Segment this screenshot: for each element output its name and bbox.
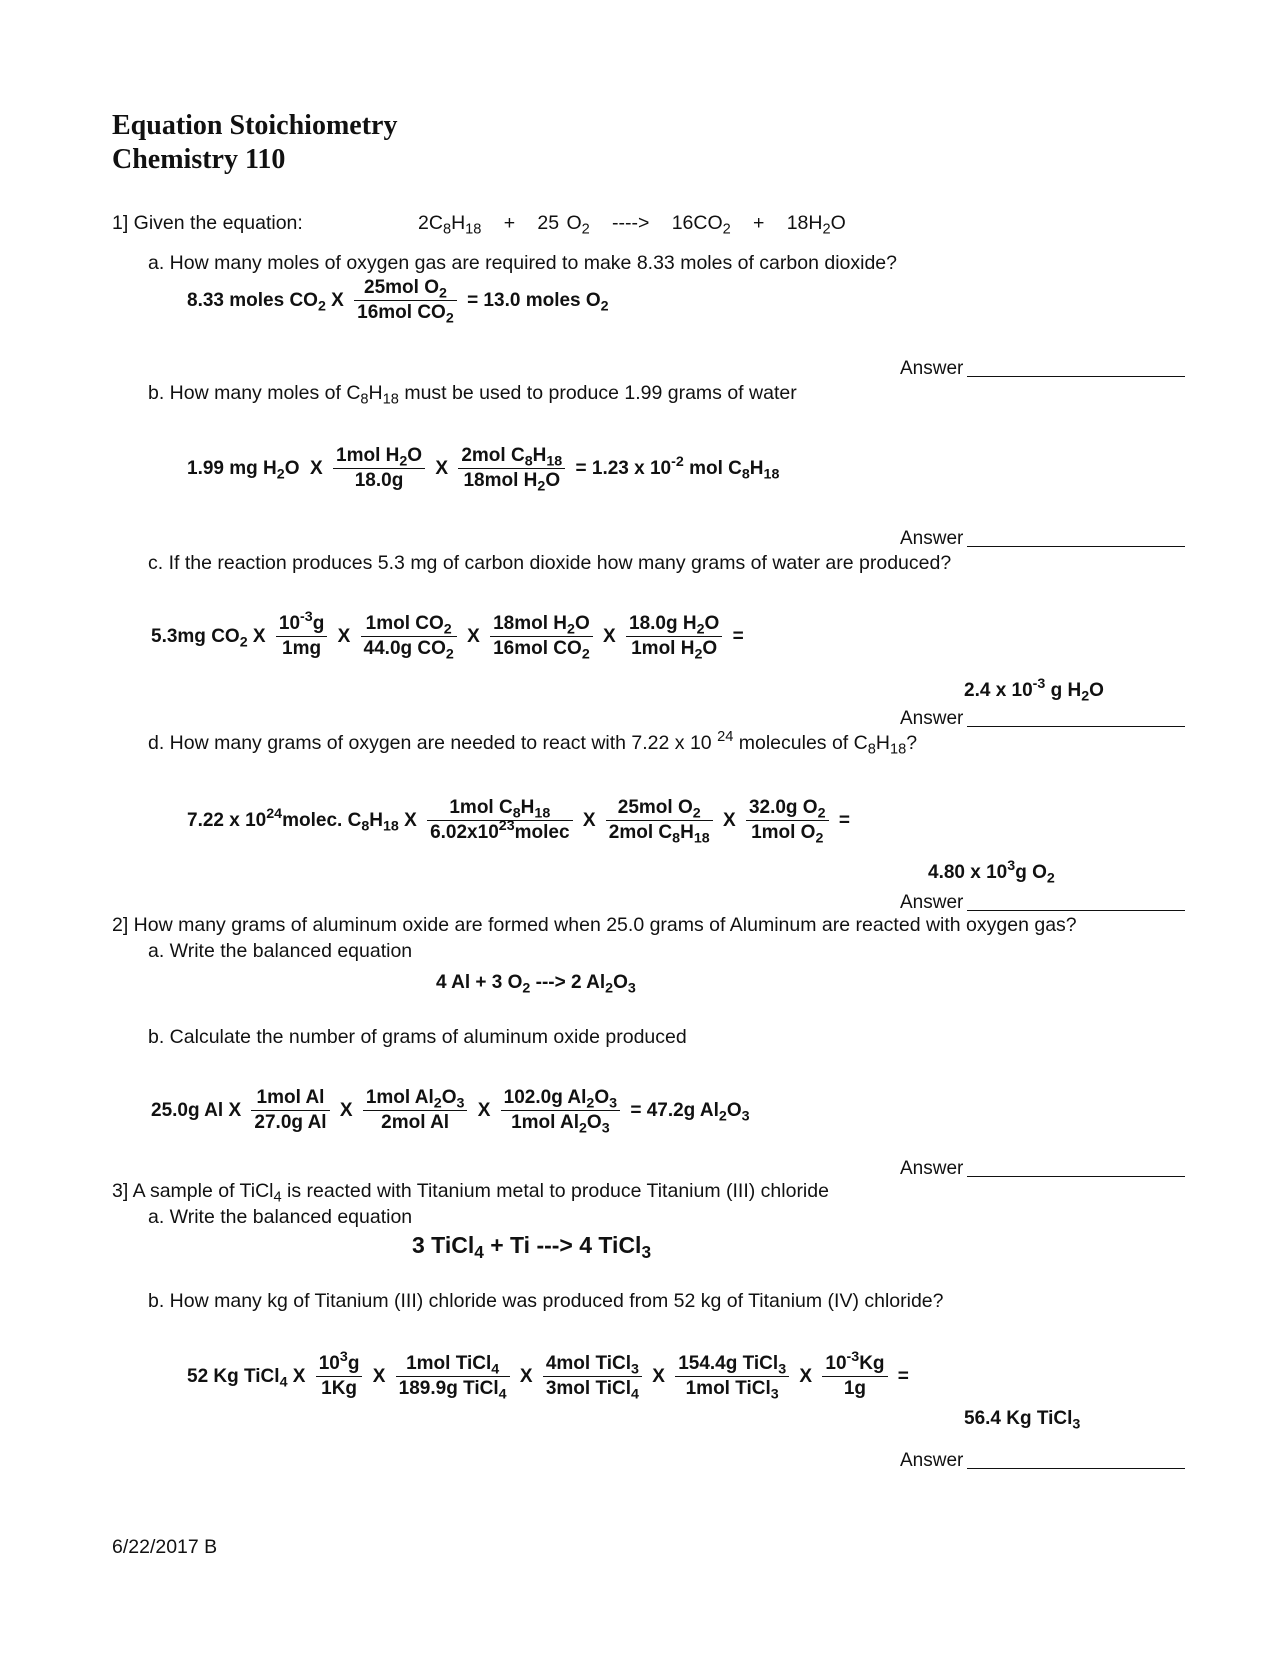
q2a-equation: 4 Al + 3 $O_2$ ---> 2 $Al_2O_3$ [436,972,636,997]
q3-prompt: 3] A sample of TiCl$_4$ is reacted with Titanium metal to produce Titanium (III) chloride [112,1180,829,1206]
answer-blank[interactable] [967,1450,1185,1469]
q1c-calculation: 5.3mg $CO_2$ X $\frac{10^{-3}g}{1mg}$ X $\frac{1mol CO_2}{44.0g CO_2}$ X $\frac{18mol H_2O}{16mol CO_2}$ X $\frac{18.0g H_2O}{1mol H_2O}$ = [151,609,744,663]
q3a-question: a. Write the balanced equation [148,1206,413,1228]
q2b-question: b. Calculate the number of grams of aluminum oxide produced [148,1026,687,1048]
q3b-answer: Answer [900,1450,1185,1472]
q1b-question: b. How many moles of $C_8H_{18}$ must be used to produce 1.99 grams of water [148,382,797,408]
q3b-calculation: 52 Kg TiCl$_4$ X $\frac{10^3g}{1Kg}$ X $\frac{1mol TiCl_4}{189.9g TiCl_4}$ X $\frac{4mol TiCl_3}{3mol TiCl_4}$ X $\frac{154.4g TiCl_3}{1mol TiCl_3}$ X $\frac{10^{-3}Kg}{1g}$ = [187,1349,909,1403]
q1c-answer: Answer [900,708,1185,730]
q1c-question: c. If the reaction produces 5.3 mg of carbon dioxide how many grams of water are produced? [148,552,952,574]
answer-blank[interactable] [967,708,1185,727]
answer-blank[interactable] [967,892,1185,911]
footer-date: 6/22/2017 B [112,1536,218,1558]
q1-prompt: 1] Given the equation: [112,212,303,234]
q3b-result: 56.4 Kg TiCl$_3$ [964,1408,1081,1433]
q1d-calculation: 7.22 x $10^{24}molec$. $C_8H_{18}$ X $\frac{1mol C_8H_{18}}{6.02x10^{23}molec}$ X $\frac{25mol O_2}{2mol C_8H_{18}}$ X $\frac{32.0g O_2}{1mol O_2}$ = [187,797,850,847]
answer-blank[interactable] [967,358,1185,377]
q1b-answer: Answer [900,528,1185,550]
q1a-fraction: $\frac{25mol O_2}{16mol CO_2}$ [354,276,457,325]
q1a-question: a. How many moles of oxygen gas are required to make 8.33 moles of carbon dioxide? [148,252,897,274]
q1a-calculation: 8.33 moles $CO_2$ X $\frac{25mol O_2}{16mol CO_2}$ = 13.0 moles $O_2$ [187,277,609,327]
q1d-result: 4.80 x $10^3g$ $O_2$ [928,858,1055,887]
q2b-answer: Answer [900,1158,1185,1180]
q1b-calculation: 1.99 mg $H_2O$ X $\frac{1mol H_2O}{18.0g}$ X $\frac{2mol C_8H_{18}}{18mol H_2O}$ = 1.23 x $10^{-2}$ mol $C_8H_{18}$ [187,445,780,495]
q2-prompt: 2] How many grams of aluminum oxide are formed when 25.0 grams of Aluminum are reacted with oxygen gas? [112,914,1077,936]
q3b-question: b. How many kg of Titanium (III) chloride was produced from 52 kg of Titanium (IV) chloride? [148,1290,944,1312]
course-title: Chemistry 110 [112,144,286,175]
q1d-answer: Answer [900,892,1185,914]
q1d-question: d. How many grams of oxygen are needed to react with 7.22 x 10 $^{24}$ molecules of $C_8H_{18}$? [148,728,918,758]
q1-equation: $2C_8H_{18}$ + 25 $O_2$ ----> $16CO_2$ + $18H_2O$ [418,212,846,238]
q1c-result: 2.4 x $10^{-3}$ g $H_2O$ [964,676,1104,705]
q1a-answer: Answer [900,358,1185,380]
page-title: Equation Stoichiometry [112,110,398,141]
q3a-equation: 3 TiCl$_4$ + Ti ---> 4 TiCl$_3$ [412,1232,652,1263]
answer-blank[interactable] [967,1158,1185,1177]
answer-blank[interactable] [967,528,1185,547]
q2a-question: a. Write the balanced equation [148,940,413,962]
q2b-calculation: 25.0g Al X $\frac{\text{1mol Al}}{\text{27.0g Al}}$ X $\frac{1mol Al_2O_3}{\text{2mol Al}}$ X $\frac{102.0g Al_2O_3}{1mol Al_2O_3}$ = 47.2g $Al_2O_3$ [151,1087,750,1137]
